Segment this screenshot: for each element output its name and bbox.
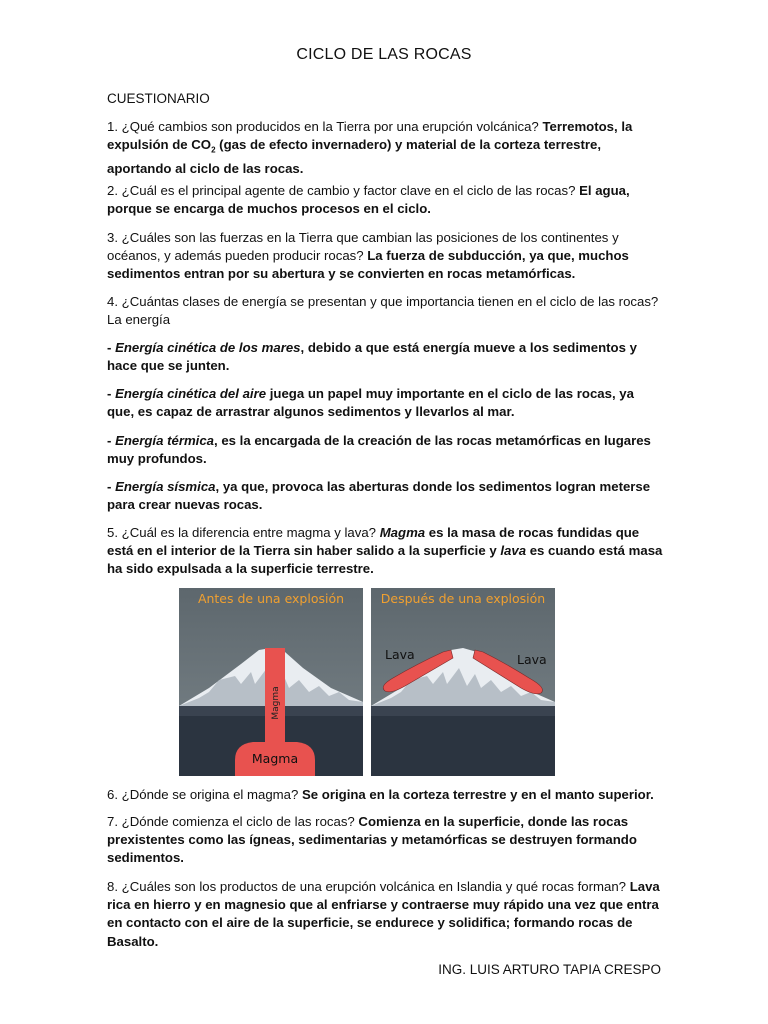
magma-chamber-label: Magma [251,751,299,766]
question-3-text: 3. ¿Cuáles son las fuerzas en la Tierra que cambian las posiciones de los continentes y océanos, y además pueden producir rocas? [107,230,619,264]
question-8-text: 8. ¿Cuáles son los productos de una erupción volcánica en Islandia y qué rocas forman? [107,879,630,894]
section-heading: CUESTIONARIO [107,91,210,106]
question-6-text: 6. ¿Dónde se origina el magma? [107,787,302,802]
volcano-after-image [371,588,555,776]
question-6 [107,786,663,804]
question-5 [107,524,663,579]
energy-item: - Energía cinética de los mares, debido a que está energía mueve a los sedimentos y hace que se junten. [107,340,637,374]
lava-label-right: Lava [517,652,547,667]
energy-item: - Energía sísmica, ya que, provoca las aberturas donde los sedimentos logran meterse para crear nuevas rocas. [107,479,651,513]
energy-name: Energía cinética del aire [115,386,267,401]
question-4 [107,293,663,329]
answer-5: Magma es la masa de rocas fundidas que está en el interior de la Tierra sin haber salido a la superficie y lava es cuando está masa ha sido expulsada a la superficie terrestre. [107,525,663,577]
question-1-text: 1. ¿Qué cambios son producidos en la Tierra por una erupción volcánica? [107,119,543,134]
question-4-text: 4. ¿Cuántas clases de energía se presentan y que importancia tienen en el ciclo de las rocas? La energía [107,294,659,328]
before-caption: Antes de una explosión [197,591,345,606]
question-5-text: 5. ¿Cuál es la diferencia entre magma y lava? [107,525,380,540]
question-2 [107,182,663,218]
question-2-text: 2. ¿Cuál es el principal agente de cambio y factor clave en el ciclo de las rocas? [107,183,580,198]
after-caption: Después de una explosión [380,591,546,606]
energy-name: Energía térmica [115,433,215,448]
energy-name: Energía sísmica [115,479,216,494]
author-footer: ING. LUIS ARTURO TAPIA CRESPO [438,962,661,977]
answer-7: Comienza en la superficie, donde las rocas prexistentes como las ígneas, sedimentarias y metamórficas se destruyen formando sedimentos. [107,814,637,866]
answer-6: Se origina en la corteza terrestre y en el manto superior. [302,787,654,802]
answer-1: Terremotos, la expulsión de $CO_2$ (gas de efecto invernadero) y material de la corteza terrestre, aportando al ciclo de las rocas. [107,119,633,177]
magma-vertical-label: Magma [271,686,281,720]
answer-3: La fuerza de subducción, ya que, muchos sedimentos entran por su abertura y se convierten en rocas metamórficas. [107,248,629,282]
before-explosion-panel [179,588,363,776]
lava-label-left: Lava [385,647,415,662]
question-1 [107,118,663,178]
after-explosion-panel [371,588,555,776]
question-3 [107,229,663,284]
energy-item: - Energía térmica, es la encargada de la creación de las rocas metamórficas en lugares muy profundos. [107,433,651,467]
energy-item: - Energía cinética del aire juega un papel muy importante en el ciclo de las rocas, ya que, es capaz de arrastrar algunos sedimentos y llevarlos al mar. [107,386,634,420]
energy-name: Energía cinética de los mares [115,340,301,355]
volcano-figure [179,588,555,776]
document-title: CICLO DE LAS ROCAS [296,46,472,63]
question-8 [107,878,663,951]
answer-8: Lava rica en hierro y en magnesio que al enfriarse y contraerse muy rápido una vez que entra en contacto con el aire de la superficie, se endurece y solidifica; formando rocas de Basalto. [107,879,660,949]
answer-2: El agua, porque se encarga de muchos procesos en el ciclo. [107,183,630,217]
question-7 [107,813,663,868]
question-7-text: 7. ¿Dónde comienza el ciclo de las rocas? [107,814,359,829]
